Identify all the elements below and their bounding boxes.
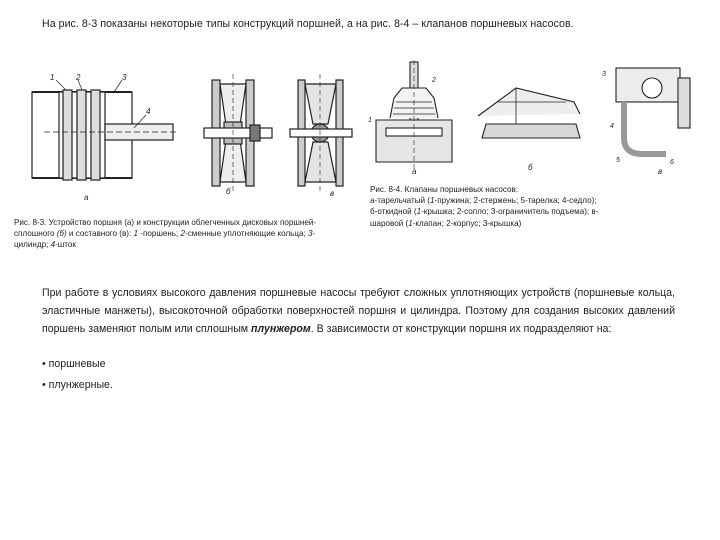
piston-drawing-a	[32, 80, 179, 180]
intro-text: На рис. 8-3 показаны некоторые типы конструкций поршней, а на рис. 8-4 – клапанов поршневых насосов.	[42, 18, 574, 30]
fig3-label-2: 2	[76, 73, 81, 82]
fig4-label-b: б	[528, 163, 533, 172]
body-paragraph	[42, 284, 675, 339]
caption4-part: б-откидной (	[370, 207, 417, 217]
fig3-label-a: а	[84, 193, 89, 202]
fig4-label-1: 1	[368, 117, 372, 124]
caption3-part: -сменные уплотняющие кольца;	[185, 229, 309, 239]
figure-8-4-drawing	[366, 58, 696, 178]
caption4-line: Рис. 8-4. Клапаны поршневых насосов:	[370, 185, 519, 194]
body-text-part: . В зависимости от конструкции поршня их подразделяют на:	[310, 323, 612, 336]
fig4-label-5: 5	[616, 157, 620, 164]
fig4-label-a: а	[412, 167, 417, 176]
bullet-list	[42, 354, 113, 396]
fig4-label-2: 2	[432, 77, 436, 84]
bullet-item: • плунжерные.	[42, 379, 113, 391]
valve-drawing-a	[376, 60, 452, 170]
piston-drawing-b	[204, 74, 272, 194]
fig3-label-1: 1	[50, 73, 55, 82]
fig3-label-3: 3	[122, 73, 127, 82]
caption4-part: -пружина; 2-стержень; 5-тарелка; 4-седло);	[434, 196, 597, 206]
caption4-part: 1	[408, 218, 413, 228]
fig4-label-v: в	[658, 167, 663, 176]
fig3-label-4: 4	[146, 107, 151, 116]
bullet-item: • поршневые	[42, 358, 106, 370]
figure-8-3-caption	[14, 217, 349, 251]
fig4-label-4: 4	[610, 123, 614, 130]
figure-8-4	[366, 58, 696, 178]
figure-8-3	[14, 70, 364, 210]
caption3-part: 4	[50, 240, 56, 250]
figure-8-4-caption	[370, 184, 665, 229]
body-text-part: При работе в условиях высокого давления поршневые насосы требуют сложных уплотняющих устройств (поршневые кольца, эластичные манжеты), высокоточной обработки поверхностей поршня и цилиндра. Поэтому для создания высоких давлений поршень заменяют полым или сплошным	[42, 287, 675, 336]
caption3-part: 1	[133, 229, 139, 239]
caption3-part: -цилиндр;	[14, 229, 316, 250]
caption3-part: 3	[308, 229, 313, 239]
caption4-line	[370, 206, 665, 217]
fig3-label-b: б	[226, 187, 231, 196]
body-emphasis-plunger: плунжером	[251, 323, 311, 336]
caption3-part: и составного (в):	[66, 229, 134, 239]
piston-drawing-v	[290, 74, 352, 194]
caption4-part: -клапан; 2-корпус; 3-крышка)	[412, 218, 522, 228]
valve-drawing-v	[616, 68, 690, 154]
caption4-part: 1	[416, 207, 422, 217]
caption4-part: а-тарельчатый (	[370, 196, 430, 206]
caption3-part: -поршень;	[138, 229, 181, 239]
fig4-label-3: 3	[602, 71, 606, 78]
caption4-part: 1	[429, 196, 435, 206]
fig3-label-v: в	[330, 189, 335, 198]
valve-drawing-b	[478, 88, 580, 138]
caption4-line	[370, 195, 665, 206]
fig4-label-6: 6	[670, 159, 674, 166]
caption3-part: 2	[180, 229, 186, 239]
caption3-part: (б)	[56, 229, 67, 239]
caption4-part: шаровой (	[370, 218, 409, 228]
caption3-part: -шток	[55, 240, 76, 250]
caption4-line	[370, 218, 665, 229]
caption3-part: Рис. 8-3. Устройство поршня (а) и конструкции облегченных дисковых поршней-сплошного	[14, 218, 317, 239]
figure-8-3-drawing	[14, 70, 364, 210]
caption4-part: -крышка; 2-сопло; 3-ограничитель подъема); в-	[421, 207, 599, 217]
